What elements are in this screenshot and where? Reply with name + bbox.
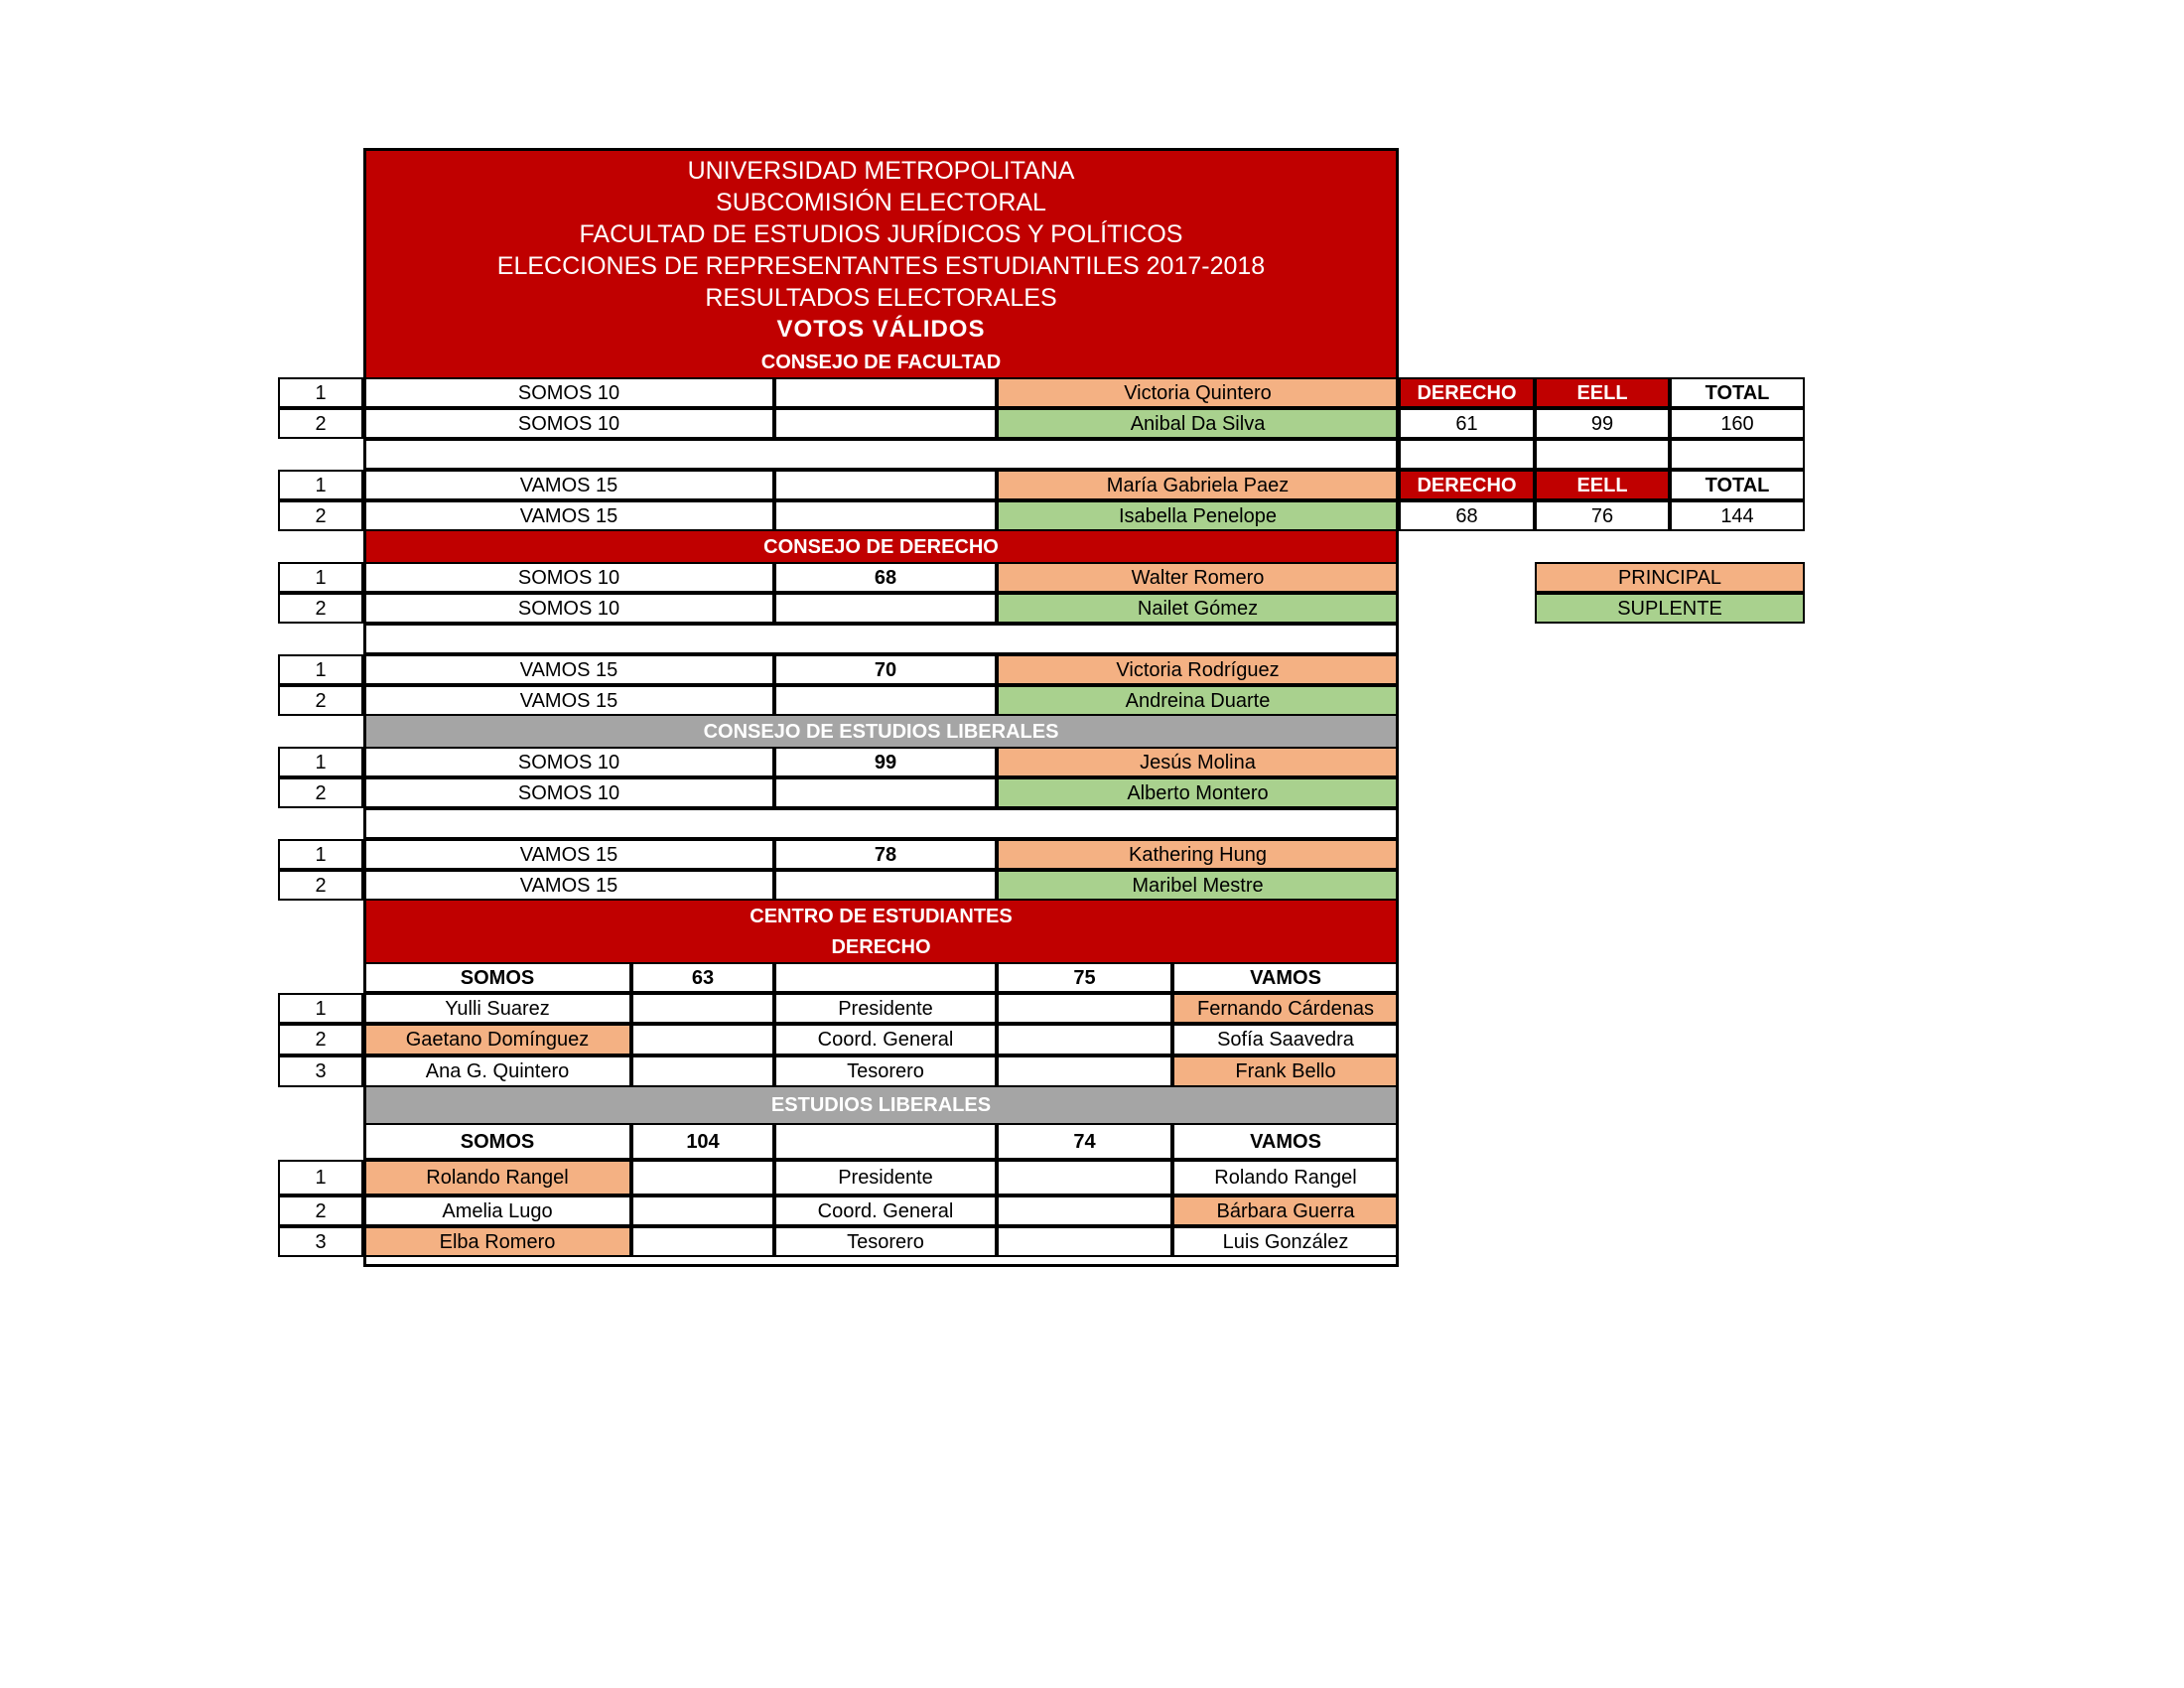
- empty-cell: [631, 1196, 774, 1226]
- vamos-candidate: Fernando Cárdenas: [1172, 993, 1399, 1024]
- row-number: 1: [278, 562, 363, 593]
- votes-cell: [774, 377, 997, 408]
- row-number: 1: [278, 377, 363, 408]
- somos-candidate: Ana G. Quintero: [363, 1055, 631, 1087]
- section-derecho: DERECHO: [363, 931, 1399, 962]
- spacer-row: [363, 624, 1399, 654]
- slate-cell: VAMOS 15: [363, 470, 774, 500]
- summary-somos-total: 160: [1670, 408, 1805, 439]
- slate-cell: SOMOS 10: [363, 747, 774, 777]
- vamos-header: VAMOS: [1172, 962, 1399, 993]
- summary-header-total: TOTAL: [1670, 377, 1805, 408]
- summary-vamos-derecho: 68: [1399, 500, 1535, 531]
- summary-header-eell: EELL: [1535, 470, 1670, 500]
- legend-principal: PRINCIPAL: [1535, 562, 1805, 593]
- candidate-principal: Victoria Rodríguez: [997, 654, 1399, 685]
- row-number: 2: [278, 685, 363, 716]
- slate-cell: VAMOS 15: [363, 685, 774, 716]
- slate-cell: SOMOS 10: [363, 562, 774, 593]
- row-number: 1: [278, 747, 363, 777]
- report-header: [363, 148, 1399, 377]
- candidate-suplente: Isabella Penelope: [997, 500, 1399, 531]
- row-number: 1: [278, 839, 363, 870]
- votes-cell: [774, 470, 997, 500]
- header-line-university: UNIVERSIDAD METROPOLITANA: [687, 157, 1075, 185]
- empty-cell: [631, 1160, 774, 1196]
- slate-cell: VAMOS 15: [363, 654, 774, 685]
- row-number: 2: [278, 408, 363, 439]
- empty-cell: [631, 1226, 774, 1257]
- somos-candidate: Amelia Lugo: [363, 1196, 631, 1226]
- slate-cell: SOMOS 10: [363, 377, 774, 408]
- votes-cell: 78: [774, 839, 997, 870]
- candidate-suplente: Alberto Montero: [997, 777, 1399, 808]
- candidate-principal: Jesús Molina: [997, 747, 1399, 777]
- candidate-suplente: Maribel Mestre: [997, 870, 1399, 901]
- somos-votes: 104: [631, 1123, 774, 1160]
- vamos-candidate: Frank Bello: [1172, 1055, 1399, 1087]
- row-number: 3: [278, 1226, 363, 1257]
- header-line-faculty: FACULTAD DE ESTUDIOS JURÍDICOS Y POLÍTICOS: [579, 220, 1183, 248]
- somos-candidate: Gaetano Domínguez: [363, 1024, 631, 1055]
- somos-candidate: Elba Romero: [363, 1226, 631, 1257]
- role-cell: Presidente: [774, 1160, 997, 1196]
- summary-somos-derecho: 61: [1399, 408, 1535, 439]
- row-number: 2: [278, 593, 363, 624]
- candidate-principal: Walter Romero: [997, 562, 1399, 593]
- votes-cell: [774, 593, 997, 624]
- somos-candidate: Rolando Rangel: [363, 1160, 631, 1196]
- slate-cell: SOMOS 10: [363, 777, 774, 808]
- slate-cell: VAMOS 15: [363, 500, 774, 531]
- votes-cell: [774, 777, 997, 808]
- role-cell: Coord. General: [774, 1196, 997, 1226]
- section-centro-estudiantes: CENTRO DE ESTUDIANTES: [363, 901, 1399, 931]
- section-estudios-liberales: ESTUDIOS LIBERALES: [363, 1087, 1399, 1123]
- vamos-candidate: Luis González: [1172, 1226, 1399, 1257]
- legend-suplente: SUPLENTE: [1535, 593, 1805, 624]
- somos-votes: 63: [631, 962, 774, 993]
- slate-cell: SOMOS 10: [363, 593, 774, 624]
- slate-cell: VAMOS 15: [363, 839, 774, 870]
- row-number: 1: [278, 1160, 363, 1196]
- empty-cell: [997, 1024, 1172, 1055]
- somos-candidate: Yulli Suarez: [363, 993, 631, 1024]
- vamos-votes: 74: [997, 1123, 1172, 1160]
- header-line-subcommission: SUBCOMISIÓN ELECTORAL: [716, 189, 1046, 216]
- summary-somos-eell: 99: [1535, 408, 1670, 439]
- candidate-principal: María Gabriela Paez: [997, 470, 1399, 500]
- vamos-candidate: Sofía Saavedra: [1172, 1024, 1399, 1055]
- vamos-votes: 75: [997, 962, 1172, 993]
- vamos-candidate: Rolando Rangel: [1172, 1160, 1399, 1196]
- row-number: 2: [278, 1196, 363, 1226]
- votes-cell: [774, 500, 997, 531]
- slate-cell: VAMOS 15: [363, 870, 774, 901]
- role-header: [774, 962, 997, 993]
- section-consejo-facultad: CONSEJO DE FACULTAD: [363, 348, 1399, 377]
- votes-cell: 99: [774, 747, 997, 777]
- summary-vamos-total: 144: [1670, 500, 1805, 531]
- votes-cell: 68: [774, 562, 997, 593]
- role-cell: Tesorero: [774, 1055, 997, 1087]
- empty-cell: [631, 993, 774, 1024]
- row-number: 2: [278, 500, 363, 531]
- header-subtitle: VOTOS VÁLIDOS: [776, 316, 986, 343]
- votes-cell: [774, 685, 997, 716]
- summary-header-total: TOTAL: [1670, 470, 1805, 500]
- row-number: 3: [278, 1055, 363, 1087]
- role-cell: Tesorero: [774, 1226, 997, 1257]
- role-cell: Presidente: [774, 993, 997, 1024]
- summary-spacer: [1535, 439, 1670, 470]
- candidate-suplente: Andreina Duarte: [997, 685, 1399, 716]
- empty-cell: [997, 993, 1172, 1024]
- spacer-row: [363, 439, 1399, 470]
- row-number: 1: [278, 470, 363, 500]
- header-line-results: RESULTADOS ELECTORALES: [705, 284, 1057, 312]
- somos-header: SOMOS: [363, 1123, 631, 1160]
- header-line-elections: ELECCIONES DE REPRESENTANTES ESTUDIANTILES 2017-2018: [496, 252, 1266, 280]
- row-number: 1: [278, 654, 363, 685]
- role-cell: Coord. General: [774, 1024, 997, 1055]
- votes-cell: 70: [774, 654, 997, 685]
- row-number: 2: [278, 1024, 363, 1055]
- candidate-suplente: Nailet Gómez: [997, 593, 1399, 624]
- summary-spacer: [1670, 439, 1805, 470]
- spacer-row: [363, 808, 1399, 839]
- summary-vamos-eell: 76: [1535, 500, 1670, 531]
- slate-cell: SOMOS 10: [363, 408, 774, 439]
- section-consejo-derecho: CONSEJO DE DERECHO: [363, 531, 1399, 562]
- row-number: 1: [278, 993, 363, 1024]
- somos-header: SOMOS: [363, 962, 631, 993]
- summary-spacer: [1399, 439, 1535, 470]
- vamos-candidate: Bárbara Guerra: [1172, 1196, 1399, 1226]
- row-number: 2: [278, 870, 363, 901]
- empty-cell: [631, 1055, 774, 1087]
- summary-header-derecho: DERECHO: [1399, 470, 1535, 500]
- vamos-header: VAMOS: [1172, 1123, 1399, 1160]
- candidate-suplente: Anibal Da Silva: [997, 408, 1399, 439]
- empty-cell: [997, 1226, 1172, 1257]
- row-number: 2: [278, 777, 363, 808]
- role-header: [774, 1123, 997, 1160]
- empty-cell: [997, 1160, 1172, 1196]
- candidate-principal: Kathering Hung: [997, 839, 1399, 870]
- empty-cell: [997, 1196, 1172, 1226]
- candidate-principal: Victoria Quintero: [997, 377, 1399, 408]
- empty-cell: [997, 1055, 1172, 1087]
- summary-header-derecho: DERECHO: [1399, 377, 1535, 408]
- summary-header-eell: EELL: [1535, 377, 1670, 408]
- votes-cell: [774, 870, 997, 901]
- votes-cell: [774, 408, 997, 439]
- empty-cell: [631, 1024, 774, 1055]
- section-consejo-eell: CONSEJO DE ESTUDIOS LIBERALES: [363, 716, 1399, 747]
